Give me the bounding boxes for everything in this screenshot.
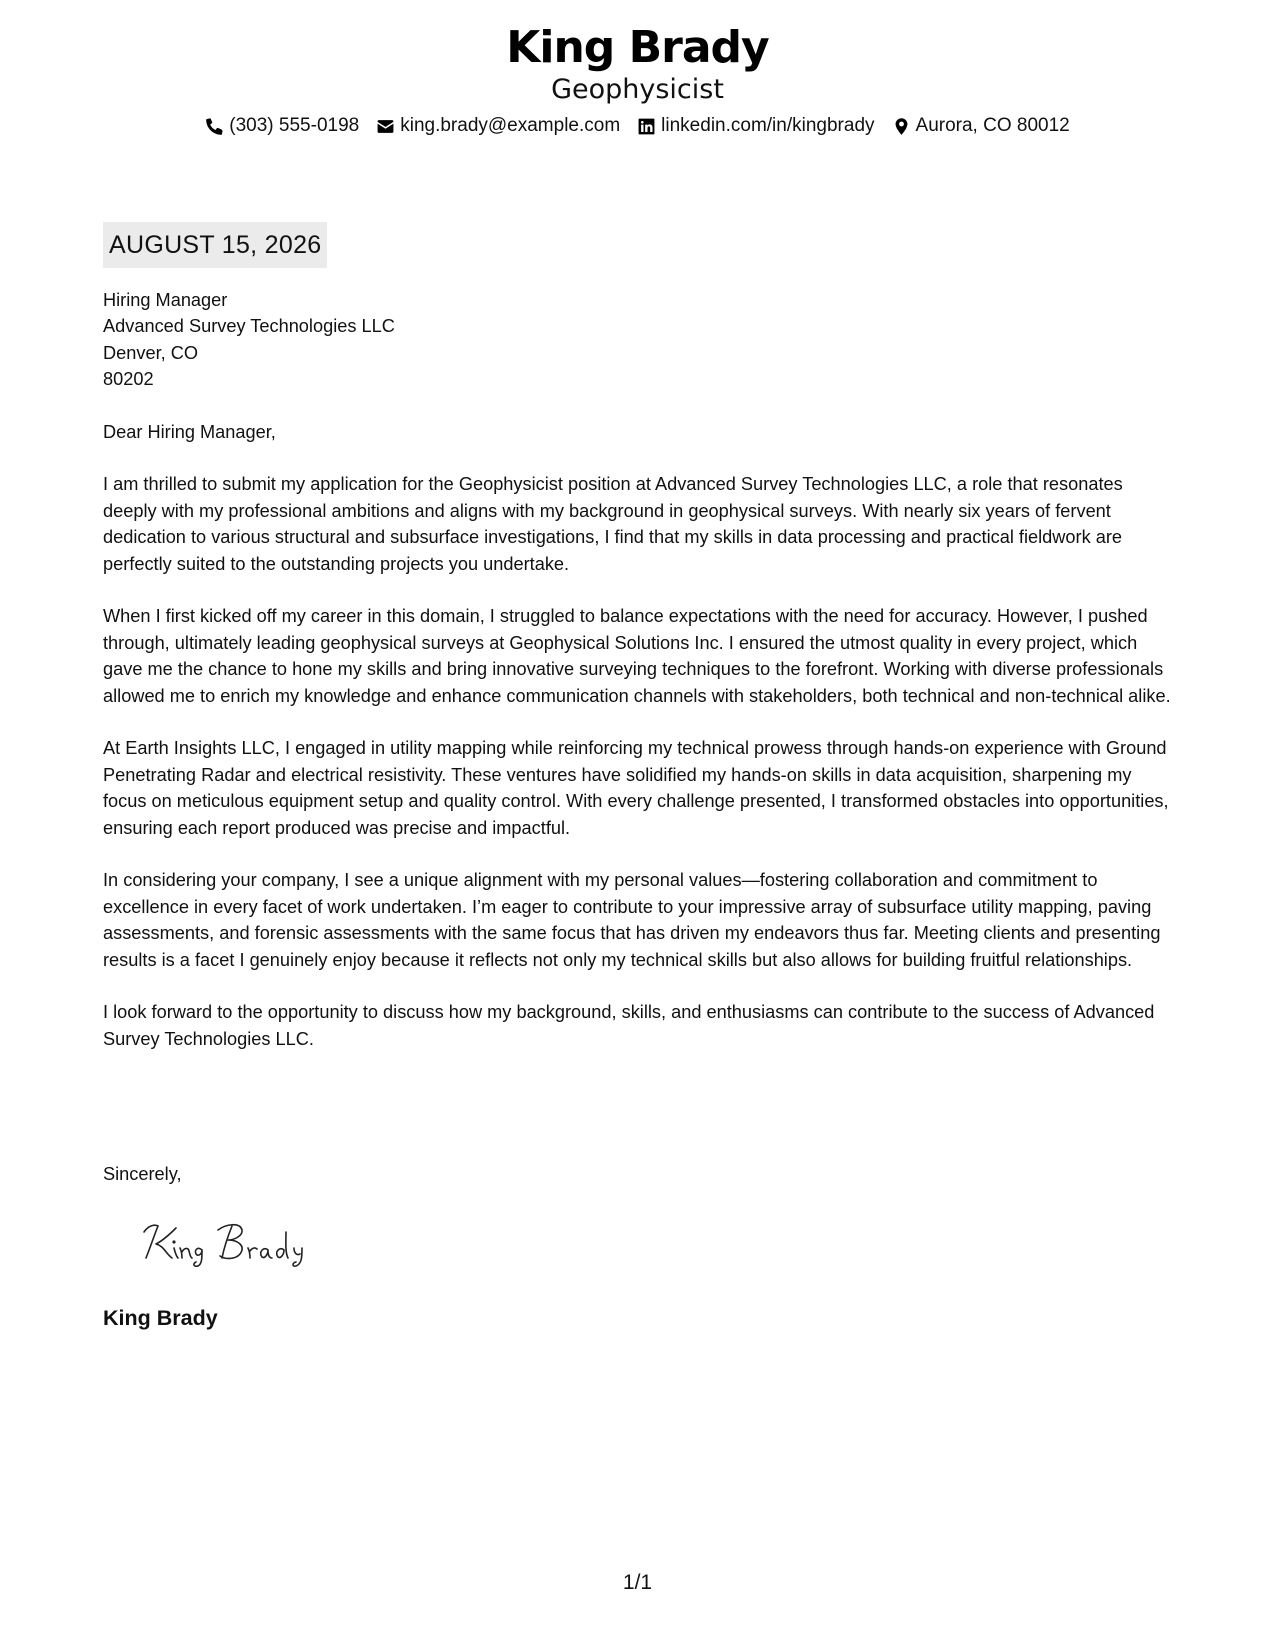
linkedin-text[interactable]: linkedin.com/in/kingbrady [661, 115, 875, 136]
applicant-name: King Brady [506, 22, 769, 73]
contact-linkedin[interactable] [637, 114, 874, 138]
map-marker-icon [892, 117, 911, 136]
phone-icon [205, 117, 224, 136]
body-paragraph: In considering your company, I see a unique alignment with my personal values—fostering collaboration and commitment to excellence in every facet of work undertaken. I’m eager to contribute to your impressive array of subsurface utility mapping, paving assessments, and forensic assessments with the same focus that has driven my endeavors thus far. Meeting clients and presenting results is a facet I genuinely enjoy because it reflects not only my technical skills but also allows for building fruitful relationships. [103, 870, 1161, 970]
linkedin-icon [637, 117, 656, 136]
contact-email[interactable] [376, 114, 620, 138]
recipient-line: Advanced Survey Technologies LLC [103, 316, 395, 337]
salutation: Dear Hiring Manager, [103, 421, 276, 442]
phone-text: (303) 555-0198 [229, 115, 360, 136]
contact-location [892, 114, 1070, 138]
contact-bar [0, 114, 1275, 138]
email-text[interactable]: king.brady@example.com [400, 115, 621, 136]
recipient-line: 80202 [103, 369, 154, 390]
signed-name: King Brady [103, 1306, 218, 1330]
applicant-title: Geophysicist [551, 74, 724, 105]
body-paragraph: I am thrilled to submit my application for the Geophysicist position at Advanced Survey Technologies LLC, a role that resonates deeply with my professional ambitions and aligns with my background in geophysical surveys. With nearly six years of fervent dedication to various structural and subsurface investigations, I find that my skills in data processing and practical fieldwork are perfectly suited to the outstanding projects you undertake. [103, 474, 1123, 574]
closing: Sincerely, [103, 1164, 182, 1184]
body-paragraph: When I first kicked off my career in this domain, I struggled to balance expectations with the need for accuracy. However, I pushed through, ultimately leading geophysical surveys at Geophysical Solutions Inc. I ensured the utmost quality in every project, which gave me the chance to hone my skills and bring innovative surveying techniques to the forefront. Working with diverse professionals allowed me to enrich my knowledge and enhance communication channels with stakeholders, both technical and non-technical alike. [103, 606, 1171, 706]
handwritten-signature [136, 1218, 336, 1268]
recipient-line: Denver, CO [103, 342, 199, 363]
body-paragraph: I look forward to the opportunity to discuss how my background, skills, and enthusiasms can contribute to the success of Advanced Survey Technologies LLC. [103, 1002, 1155, 1049]
letter-body [103, 287, 1178, 1052]
letter-header [0, 22, 1275, 138]
page-number: 1/1 [622, 1571, 653, 1594]
body-paragraph: At Earth Insights LLC, I engaged in utility mapping while reinforcing my technical prowess through hands-on experience with Ground Penetrating Radar and electrical resistivity. These ventures have solidified my hands-on skills in data acquisition, sharpening my focus on meticulous equipment setup and quality control. With every challenge presented, I transformed obstacles into opportunities, ensuring each report produced was precise and impactful. [103, 738, 1169, 838]
contact-phone [205, 114, 359, 138]
location-text: Aurora, CO 80012 [915, 115, 1070, 136]
letter-date: AUGUST 15, 2026 [103, 222, 327, 268]
recipient-line: Hiring Manager [103, 290, 228, 310]
envelope-icon [376, 117, 395, 136]
recipient-block [103, 287, 1178, 393]
